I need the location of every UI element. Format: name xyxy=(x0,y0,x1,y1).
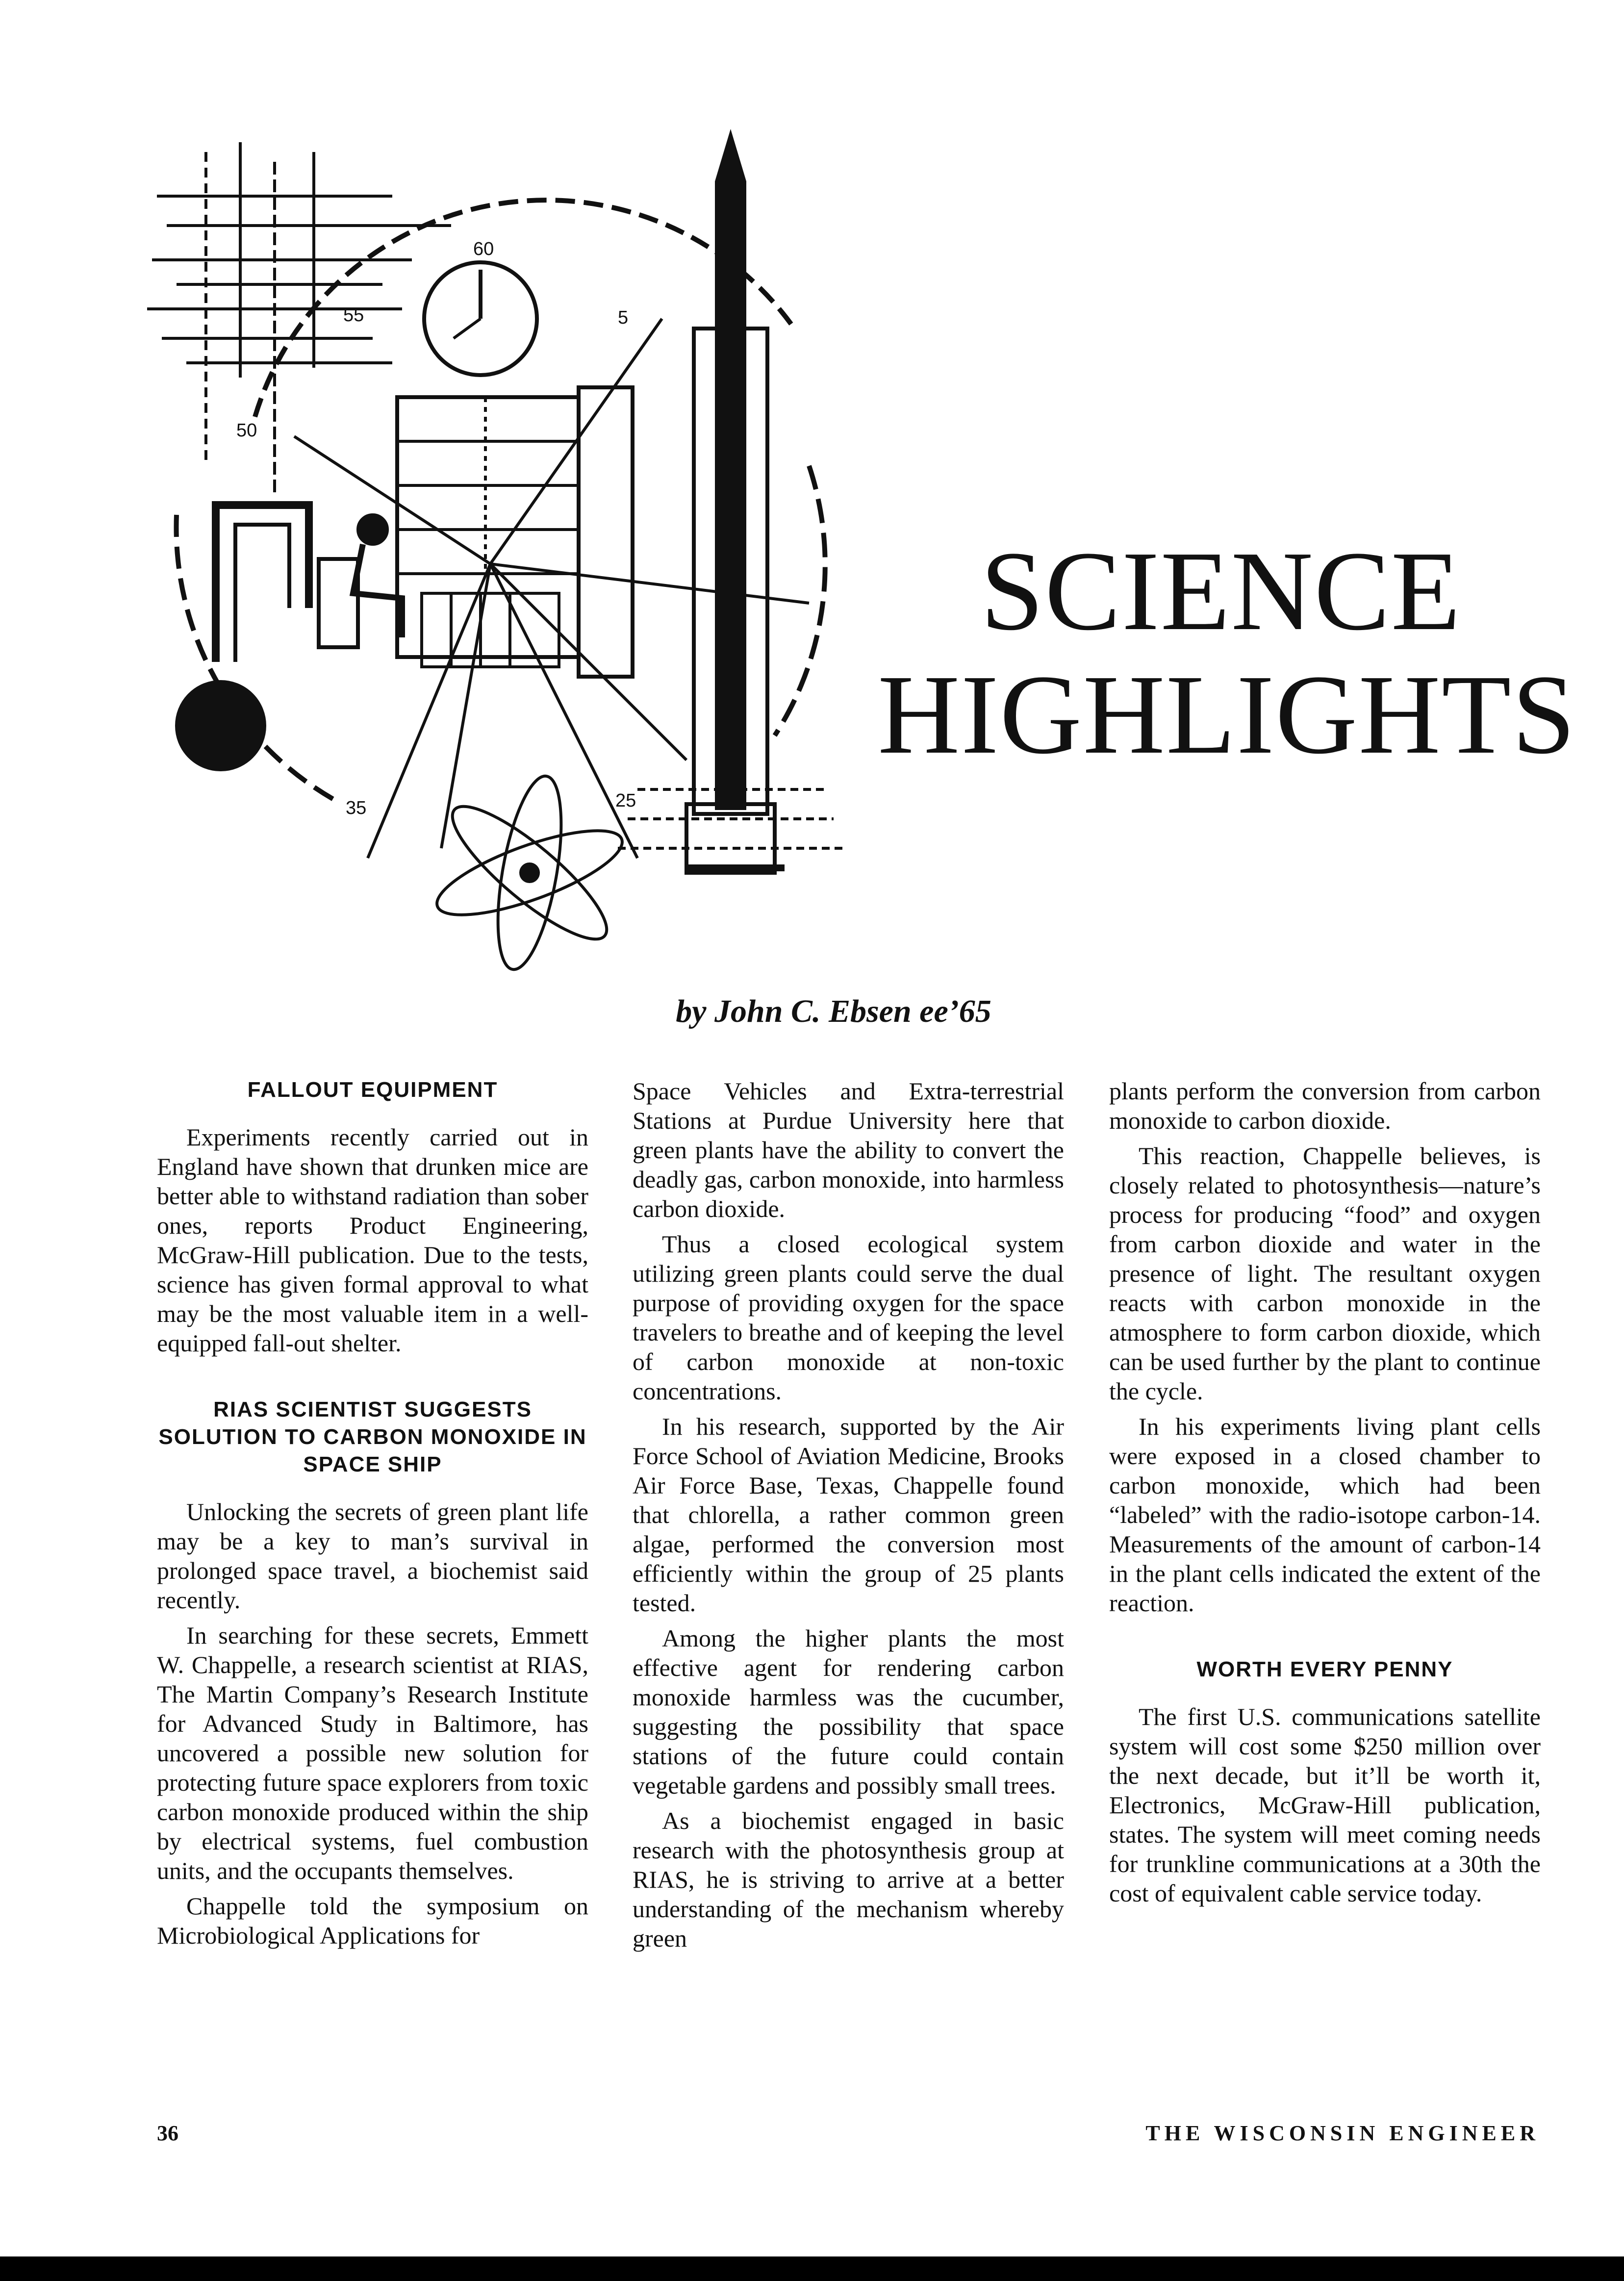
paragraph: Chappelle told the symposium on Microbiological Applications for xyxy=(157,1892,588,1949)
paragraph-continued: plants perform the conversion from carbon monoxide to carbon dioxide. xyxy=(1109,1077,1541,1134)
byline: by John C. Ebsen ee’65 xyxy=(676,993,991,1029)
paragraph: In his research, supported by the Air Force School of Aviation Medicine, Brooks Air Force Base, Texas, Chappelle found that chlorella, a rather common green algae, performed the conversion most efficiently within the group of 25 plants tested. xyxy=(633,1413,1064,1617)
dial-label-50: 50 xyxy=(236,420,257,441)
paragraph: This reaction, Chappelle believes, is closely related to photosynthesis—nature’s process for producing “food” and oxygen from carbon dioxide and water in the presence of light. The resultant oxygen reacts with carbon monoxide in the atmosphere to form carbon dioxide, which can be used further by the plant to continue the cycle. xyxy=(1109,1142,1541,1405)
title-line-1: SCIENCE xyxy=(980,528,1462,654)
dial-label-55: 55 xyxy=(343,305,364,326)
heading-worth-every-penny: WORTH EVERY PENNY xyxy=(1196,1657,1453,1681)
paragraph: Thus a closed ecological system utilizing green plants could serve the dual purpose of providing oxygen for the space travelers to breathe and of keeping the level of carbon monoxide at non-toxic concentrations. xyxy=(633,1230,1064,1405)
column-2 xyxy=(633,1076,1064,1953)
column-1 xyxy=(157,1076,588,1950)
paragraph: The first U.S. communications satellite system will cost some $250 million over the next decade, but it’ll be worth it, Electronics, McGraw-Hill publication, states. The system will meet coming needs for trunkline communications at a 30th the cost of equivalent cable service today. xyxy=(1109,1703,1541,1907)
dial-label-35: 35 xyxy=(346,798,367,818)
bottom-border xyxy=(0,2256,1624,2281)
paragraph: Among the higher plants the most effective agent for rendering carbon monoxide harmless was the cucumber, suggesting the possibility that space stations of the future could contain vegetable gardens and possibly small trees. xyxy=(633,1624,1064,1799)
paragraph: Experiments recently carried out in England have shown that drunken mice are better able to withstand radiation than sober ones, reports Product Engineering, McGraw-Hill publication. Due to the tests, science has given formal approval to what may be the most valuable item in a well-equipped fall-out shelter. xyxy=(157,1123,588,1357)
column-3 xyxy=(1109,1076,1541,1908)
paragraph: In searching for these secrets, Emmett W. Chappelle, a research scientist at RIAS, The Martin Company’s Research Institute for Advanced Study in Baltimore, has uncovered a possible new solution for protecting future space explorers from toxic carbon monoxide produced within the ship by electrical systems, fuel combustion units, and the occupants themselves. xyxy=(157,1622,588,1884)
science-collage-illustration xyxy=(147,123,907,981)
dial-label-60: 60 xyxy=(473,239,494,259)
heading-rias-scientist: RIAS SCIENTIST SUGGESTS SOLUTION TO CARBON MONOXIDE IN SPACE SHIP xyxy=(158,1397,587,1476)
paragraph: As a biochemist engaged in basic research with the photosynthesis group at RIAS, he is striving to arrive at a better understanding of the mechanism whereby green xyxy=(633,1807,1064,1952)
page-number: 36 xyxy=(157,2121,178,2145)
paragraph-continued: Space Vehicles and Extra-terrestrial Stations at Purdue University here that green plants have the ability to convert the deadly gas, carbon monoxide, into harmless carbon dioxide. xyxy=(633,1077,1064,1222)
heading-fallout-equipment: FALLOUT EQUIPMENT xyxy=(247,1078,498,1102)
paragraph: In his experiments living plant cells were exposed in a closed chamber to carbon monoxide, which had been “labeled” with the radio-isotope carbon-14. Measurements of the amount of carbon-14 in the plant cells indicated the extent of the reaction. xyxy=(1109,1413,1541,1617)
publication-name: THE WISCONSIN ENGINEER xyxy=(1145,2121,1540,2145)
paragraph: Unlocking the secrets of green plant life may be a key to man’s survival in prolonged space travel, a biochemist said recently. xyxy=(157,1498,588,1614)
dial-label-5: 5 xyxy=(618,307,629,328)
dial-label-25: 25 xyxy=(615,790,636,811)
title-line-2: HIGHLIGHTS xyxy=(878,652,1576,778)
page-title xyxy=(878,528,1576,778)
